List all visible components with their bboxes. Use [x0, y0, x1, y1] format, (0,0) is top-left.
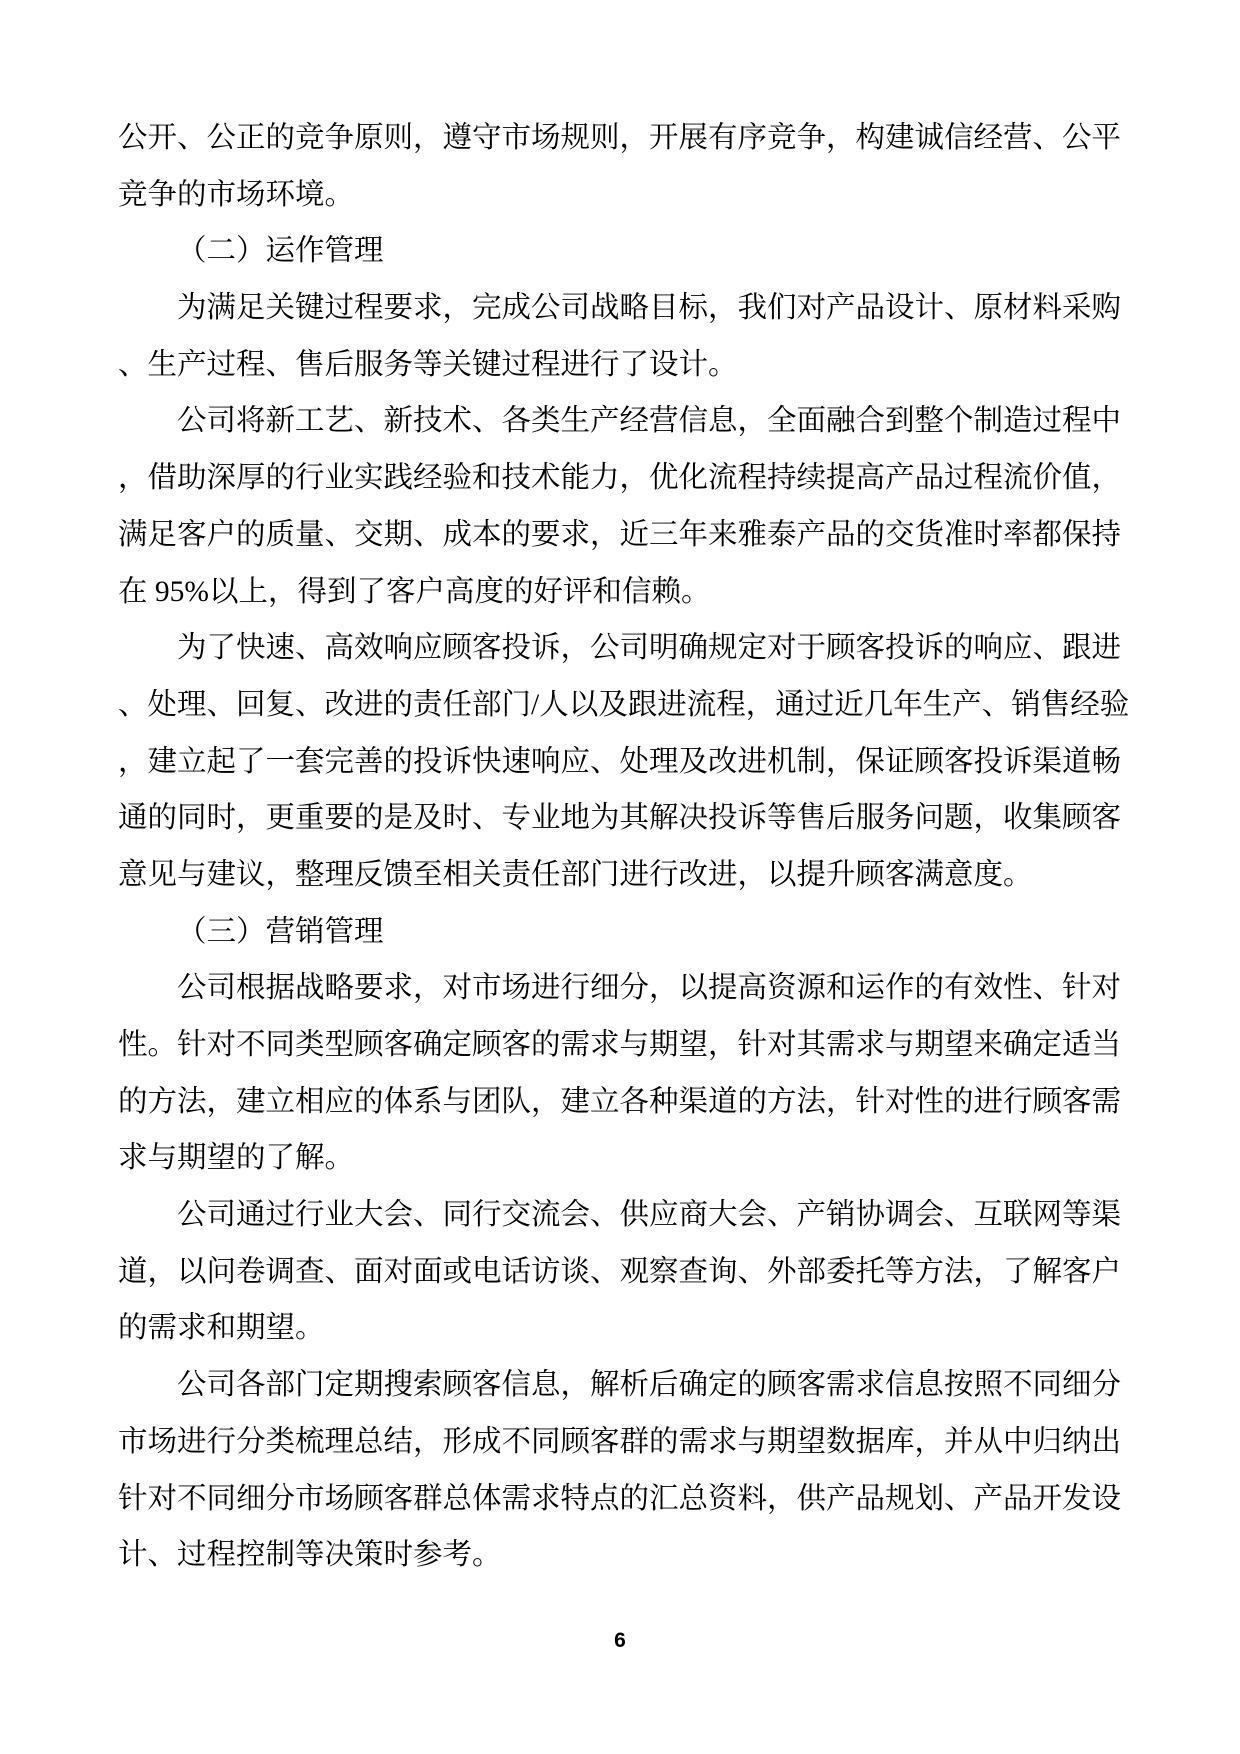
para-key-process-design [118, 280, 1124, 393]
heading-section-3-marketing-management [118, 904, 1124, 961]
text-line: 求与期望的了解。 [118, 1142, 355, 1175]
text-line: 的需求和期望。 [118, 1312, 325, 1345]
text-line: 意见与建议，整理反馈至相关责任部门进行改进，以提升顾客满意度。 [118, 858, 1033, 891]
heading-line: （三）营销管理 [177, 915, 384, 948]
text-line: 的方法，建立相应的体系与团队，建立各种渠道的方法，针对性的进行顾客需 [118, 1085, 1122, 1118]
text-line: 、处理、回复、改进的责任部门/人以及跟进流程，通过近几年生产、销售经验 [118, 688, 1130, 721]
heading-section-2-operations-management [118, 223, 1124, 280]
heading-line: （二）运作管理 [177, 235, 384, 268]
text-line: ，建立起了一套完善的投诉快速响应、处理及改进机制，保证顾客投诉渠道畅 [118, 745, 1122, 778]
text-line: 满足客户的质量、交期、成本的要求，近三年来雅泰产品的交货准时率都保持 [118, 518, 1122, 551]
text-line: 竞争的市场环境。 [118, 178, 355, 211]
text-line: 通的同时，更重要的是及时、专业地为其解决投诉等售后服务问题，收集顾客 [118, 802, 1122, 835]
text-line: 公开、公正的竞争原则，遵守市场规则，开展有序竞争，构建诚信经营、公平 [118, 122, 1122, 154]
para-customer-research-channels [118, 1187, 1124, 1357]
text-line: ，借助深厚的行业实践经验和技术能力，优化流程持续提高产品过程流价值， [118, 462, 1122, 495]
text-line: 为了快速、高效响应顾客投诉，公司明确规定对于顾客投诉的响应、跟进 [177, 632, 1122, 665]
text-line: 性。针对不同类型顾客确定顾客的需求与期望，针对其需求与期望来确定适当 [118, 1029, 1122, 1061]
para-customer-info-database [118, 1357, 1124, 1584]
text-line: 计、过程控制等决策时参考。 [118, 1539, 502, 1572]
para-manufacturing-integration [118, 393, 1124, 620]
document-body [118, 110, 1130, 1584]
text-line: 针对不同细分市场顾客群总体需求特点的汇总资料，供产品规划、产品开发设 [118, 1482, 1122, 1515]
para-fair-competition-continuation [118, 110, 1124, 223]
text-line: 公司各部门定期搜索顾客信息，解析后确定的顾客需求信息按照不同细分 [177, 1369, 1122, 1402]
text-line: 公司根据战略要求，对市场进行细分，以提高资源和运作的有效性、针对 [177, 972, 1122, 1005]
text-line: 道，以问卷调查、面对面或电话访谈、观察查询、外部委托等方法，了解客户 [118, 1255, 1122, 1288]
text-line: 、生产过程、售后服务等关键过程进行了设计。 [118, 348, 738, 381]
text-line: 公司将新工艺、新技术、各类生产经营信息，全面融合到整个制造过程中 [177, 405, 1122, 438]
text-line: 在 95%以上，得到了客户高度的好评和信赖。 [118, 575, 711, 608]
text-line: 为满足关键过程要求，完成公司战略目标，我们对产品设计、原材料采购 [177, 292, 1122, 325]
para-complaint-response [118, 620, 1130, 903]
text-line: 公司通过行业大会、同行交流会、供应商大会、产销协调会、互联网等渠 [177, 1199, 1122, 1232]
text-line: 市场进行分类梳理总结，形成不同顾客群的需求与期望数据库，并从中归纳出 [118, 1425, 1122, 1458]
page-number: 6 [614, 1629, 626, 1652]
para-market-segmentation [118, 960, 1124, 1187]
